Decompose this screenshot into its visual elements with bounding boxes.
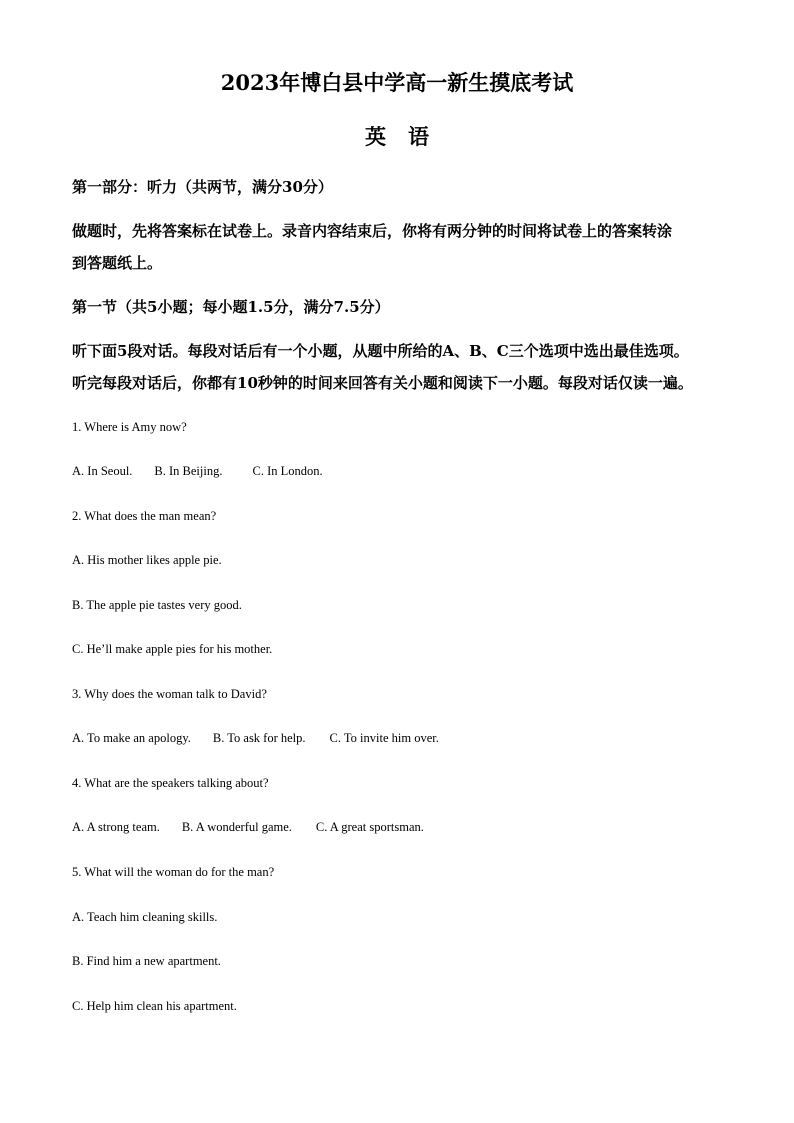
question-4-stem: 4. What are the speakers talking about? <box>72 776 269 790</box>
question-2-stem: 2. What does the man mean? <box>72 509 217 523</box>
question-1-option-a: A. In Seoul. <box>72 464 133 478</box>
subject-char-1: 英 <box>365 124 386 149</box>
question-4-options <box>72 818 424 836</box>
question-3-options <box>72 729 439 747</box>
exam-title: 2023年博白县中学高一新生摸底考试 <box>220 70 574 95</box>
part1-heading: 第一部分：听力（共两节，满分30分） <box>72 178 333 196</box>
question-5-option-c: C. Help him clean his apartment. <box>72 999 237 1013</box>
question-4-option-a: A. A strong team. <box>72 820 160 834</box>
question-3-option-a: A. To make an apology. <box>72 731 191 745</box>
question-4-option-b: B. A wonderful game. <box>181 820 292 834</box>
question-5-option-b: B. Find him a new apartment. <box>72 954 221 968</box>
question-1-options <box>72 462 323 480</box>
question-2-option-a: A. His mother likes apple pie. <box>72 553 222 567</box>
question-2-option-b: B. The apple pie tastes very good. <box>72 598 242 612</box>
section1-instruction-line1: 听下面5段对话。每段对话后有一个小题，从题中所给的A、B、C三个选项中选出最佳选项。 <box>72 342 689 360</box>
part1-instruction-line2: 到答题纸上。 <box>72 254 163 272</box>
question-2-option-c: C. He’ll make apple pies for his mother. <box>72 642 273 656</box>
question-1-option-b: B. In Beijing. <box>154 464 223 478</box>
subject-title <box>0 122 794 152</box>
part1-instruction-line1: 做题时，先将答案标在试卷上。录音内容结束后，你将有两分钟的时间将试卷上的答案转涂 <box>72 222 673 240</box>
subject-char-2: 语 <box>408 124 429 149</box>
question-1-stem: 1. Where is Amy now? <box>72 420 187 434</box>
section1-heading: 第一节（共5小题；每小题1.5分，满分7.5分） <box>72 298 390 316</box>
question-3-option-b: B. To ask for help. <box>212 731 306 745</box>
question-4-option-c: C. A great sportsman. <box>315 820 424 834</box>
question-1-option-c: C. In London. <box>252 464 323 478</box>
section1-instruction-line2: 听完每段对话后，你都有10秒钟的时间来回答有关小题和阅读下一小题。每段对话仅读一遍。 <box>72 374 693 392</box>
question-3-option-c: C. To invite him over. <box>329 731 439 745</box>
question-5-option-a: A. Teach him cleaning skills. <box>72 910 218 924</box>
question-3-stem: 3. Why does the woman talk to David? <box>72 687 267 701</box>
question-5-stem: 5. What will the woman do for the man? <box>72 865 275 879</box>
